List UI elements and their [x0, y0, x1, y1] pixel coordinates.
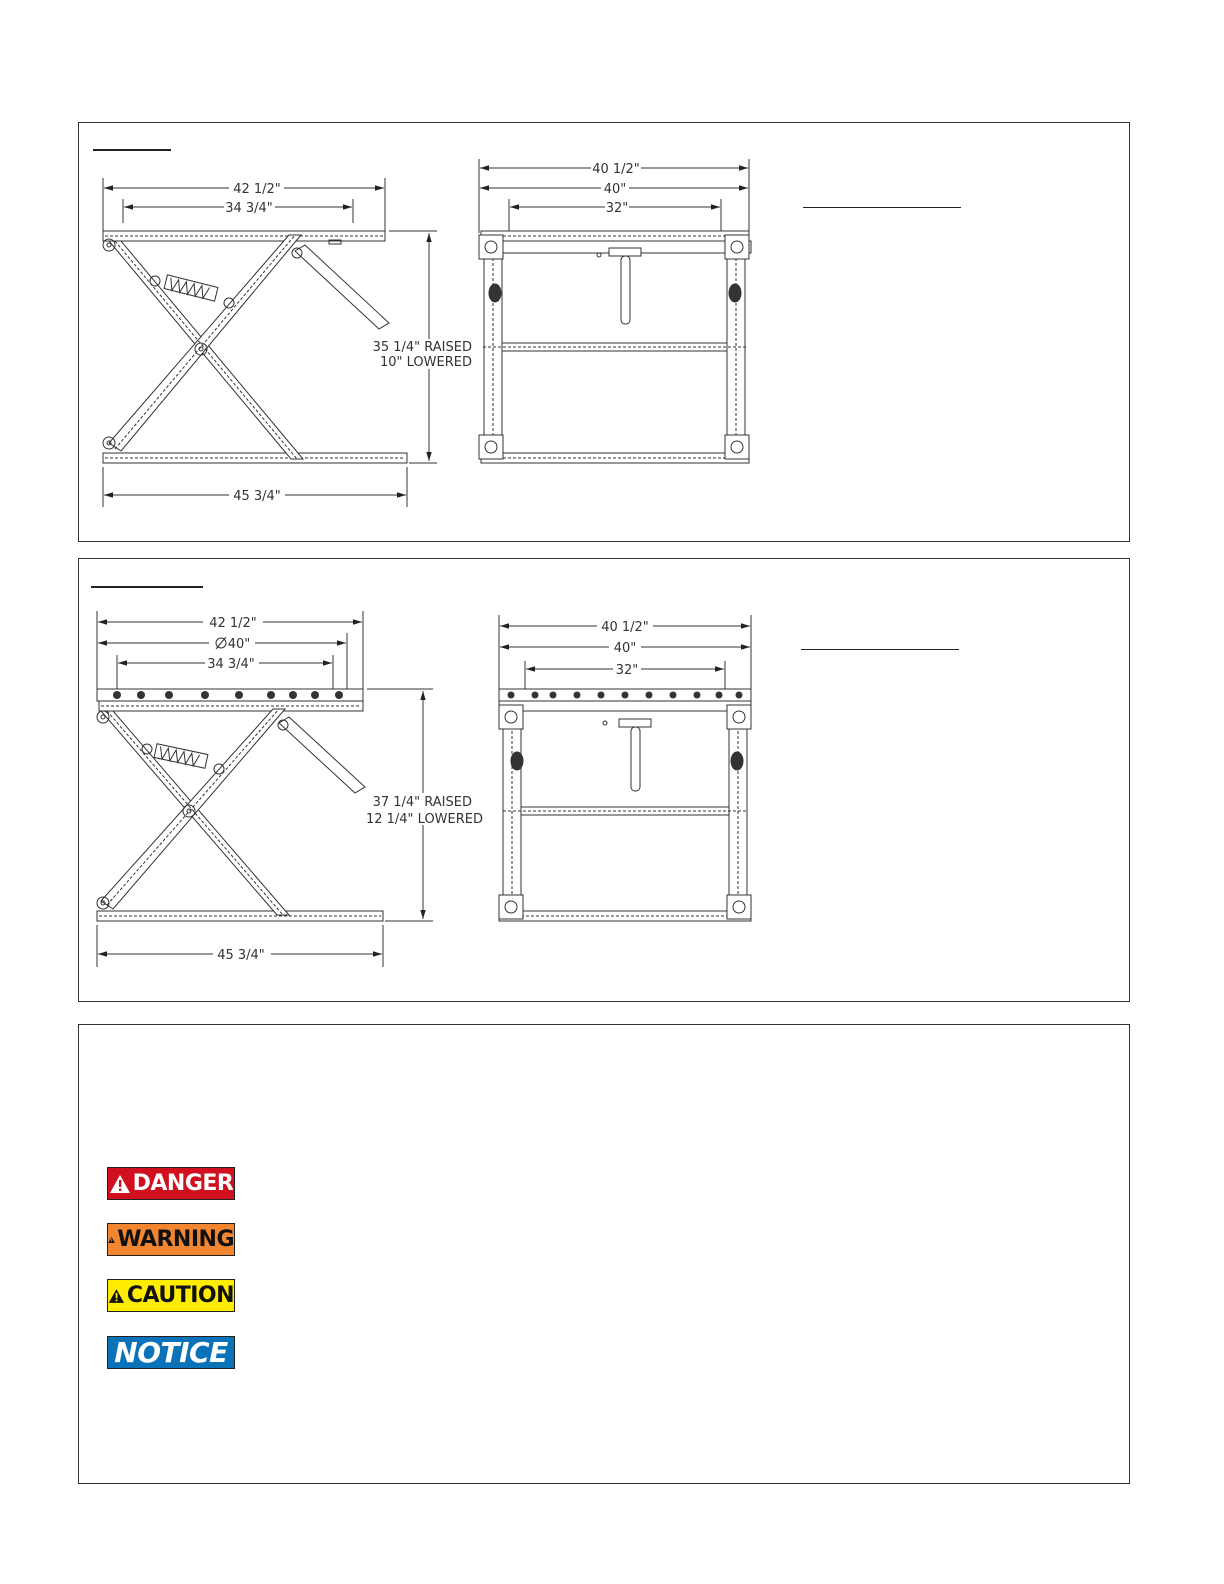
warning-sign [107, 1223, 235, 1256]
caution-label: CAUTION [126, 1283, 234, 1308]
dim-a-overall-top-width: 42 1/2" [233, 182, 281, 197]
dim-b-top-inner-width: 34 3/4" [207, 657, 255, 672]
dim-b-height-lowered: 12 1/4" LOWERED [365, 812, 483, 827]
dim-b-top-diameter: 40" [227, 637, 251, 652]
notice-label: NOTICE [114, 1336, 228, 1369]
danger-sign [107, 1167, 235, 1200]
dim-a-height-raised: 35 1/4" RAISED [372, 340, 472, 355]
dim-a-end-inner-width: 32" [605, 201, 629, 216]
danger-label: DANGER [132, 1171, 234, 1196]
dim-b-end-frame-width: 40" [613, 641, 637, 656]
dim-b-overall-top-width: 42 1/2" [209, 616, 257, 631]
hazard-triangle-icon [109, 1174, 131, 1194]
dim-a-end-overall-width: 40 1/2" [592, 162, 640, 177]
dim-a-end-frame-width: 40" [603, 182, 627, 197]
dim-b-height-raised: 37 1/4" RAISED [372, 795, 472, 810]
caution-sign [107, 1279, 235, 1312]
safety-signal-words-panel [78, 1024, 1130, 1484]
dim-a-base-width: 45 3/4" [233, 489, 281, 504]
hazard-triangle-icon [108, 1230, 115, 1250]
dim-b-end-inner-width: 32" [615, 663, 639, 678]
diagram-panel-standard [78, 122, 1130, 542]
dim-b-end-overall-width: 40 1/2" [601, 620, 649, 635]
dim-a-top-inner-width: 34 3/4" [225, 201, 273, 216]
notice-sign [107, 1336, 235, 1369]
dim-b-base-width: 45 3/4" [217, 948, 265, 963]
dim-a-height-lowered: 10" LOWERED [380, 355, 472, 370]
diagram-panel-roller-top [78, 558, 1130, 1002]
lift-drawing-roller-top [79, 559, 1131, 1003]
lift-drawing-standard [79, 123, 1131, 543]
warning-label: WARNING [117, 1227, 234, 1252]
hazard-triangle-icon [108, 1286, 125, 1306]
